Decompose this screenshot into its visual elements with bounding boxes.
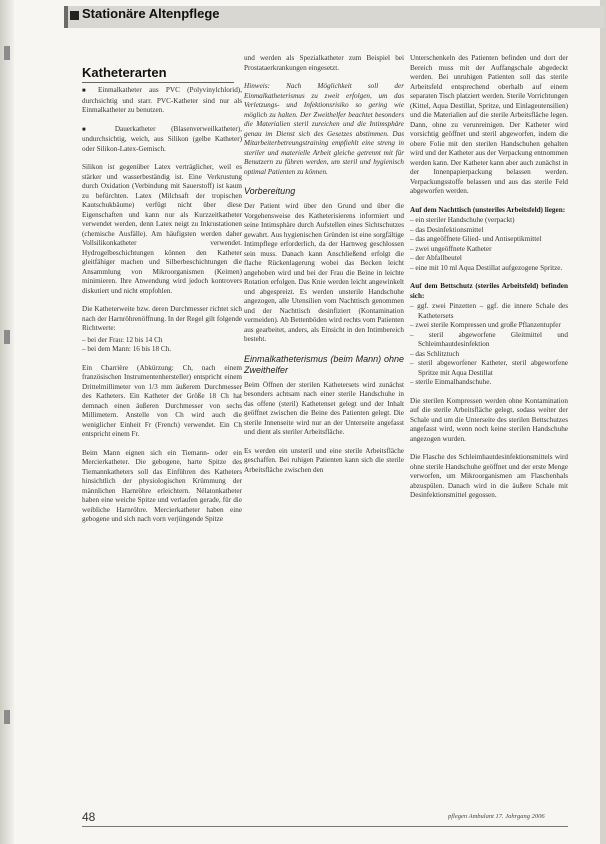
text-column-3 <box>410 54 568 510</box>
paragraph: ■ Dauerkatheter (Blasenverweilkatheter), undurchsichtig, weich, aus Silikon (gelbe Katheter) oder Silikon-Latex-Gemisch. <box>82 125 242 155</box>
list-item: – das angeöffnete Glied- und Antiseptikmittel <box>410 235 542 243</box>
list-item: – ein steriler Handschuhe (verpackt) <box>410 216 515 224</box>
paragraph: und werden als Spezialkatheter zum Beispiel bei Prostataerkrankungen eingesetzt. <box>244 54 404 72</box>
list-item: – ggf. zwei Pinzetten – ggf. die innere Schale des Kathetersets <box>410 302 568 320</box>
list-item: – steril abgeworfener Katheter, steril abgeworfene Spritze mit Aqua Destillat <box>410 359 568 377</box>
binding-mark <box>4 330 10 344</box>
list-heading: Auf dem Bettschutz (steriles Arbeitsfeld) befinden sich: <box>410 282 568 300</box>
paragraph: Es werden ein unsteril und eine sterile Arbeitsfläche geschaffen. Bei ruhigen Patienten kann sich die sterile Arbeitsfläche zwischen den <box>244 446 404 474</box>
publication-footer: pflegen Ambulant 17. Jahrgang 2006 <box>448 813 545 820</box>
list-item: – eine mit 10 ml Aqua Destillat aufgezogene Spritze. <box>410 263 563 272</box>
article-title: Katheterarten <box>82 65 167 80</box>
paragraph: Ein Charrière (Abkürzung: Ch, nach einem französischen Instrumentenhersteller) entspricht einem Drittelmillimeter von 1/3 mm äußerem Durchmesser des Katheters. Ein Katheter der Größe 18 Ch hat demnach einen äußeren Durchmesser von sechs Millimetern. Anstelle von Ch wird auch die weniglicher Einheit Fr (French) verwendet. Ein Ch entspricht einem Fr. <box>82 363 242 438</box>
paragraph: Silikon ist gegenüber Latex verträglicher, weil es stärker und wasserbeständig ist. Eine Verkrustung durch Oxidation (Verbindung mit Sauerstoff) ist kaum zu befürchten. Latex (Milchsaft der tropischen Kautschukbäume) verfügt nicht über diese Eigenschaften und kann nur als Kurzzeitkatheter verwendet werden, denn Latex neigt zu Inkrustationen (chemische Ausfälle). Am häufigsten werden daher Vollsilikonkatheter verwendet. Hydrogelbeschichtungen können den Katheter gleitfähiger machen und Silberbeschichtungen die Ansammlung von Mikroorganismen (Keimen) minimieren. Ihre Anwendung wird jedoch kontrovers diskutiert und nicht empfohlen. <box>82 163 242 295</box>
footer-rule <box>82 826 568 827</box>
list-item: – sterile Einmalhandschuhe. <box>410 378 492 386</box>
paragraph: Der Patient wird über den Grund und über die Vorgehensweise des Katheterisierens informiert und seine Intimsphäre durch Aufstellen eines Sichtschutzes gewahrt. Aus hygienischen Gründen ist eine sorgfältige Intimpflege erforderlich, da der Harnweg geschlossen sein muss. Danach kann Anschließend erfolgt die flache Rückenlagerung wobei das Becken leicht angehoben wird und bei der Frau die Beine in leichte Rotation erfolgen. Das Knie werden leicht angewinkelt und abgespreizt. Es werden unsterile Handschuhe angezogen, alle Utensilien vom Nachttisch genommen und der Nachttisch desinfiziert (Kontamination vermeiden). Ab Bettenböden wird rechts vom Patienten aus gearbeitet, anders, als Einsicht in den Intimbereich besteht. <box>244 202 404 343</box>
list-item: – steril abgeworfene Gleitmittel und Schleimhautdesinfektion <box>410 330 568 348</box>
list-item: – das Schlitztuch <box>410 349 460 358</box>
list-item: – bei dem Mann: 16 bis 18 Ch. <box>82 345 172 353</box>
paragraph: ■ Einmalkatheter aus PVC (Polyvinylchlorid), durchsichtig und starr. PVC-Katheter sind nur als Einmalkatheter zu benutzen. <box>82 86 242 116</box>
paragraph: Beim Mann eignen sich ein Tiemann- oder ein Mercierkatheter. Die gebogene, harte Spitze des Tiemannkatheters soll das Einführen des Katheters hinsichtlich der physiologischen Krümmung der männlichen Harnröhre erleichtern. Nélatonkatheter haben eine weiche Spitze und verlaufen gerade, für die weibliche Harnröhre. Mercierkatheter haben eine gebogene und sich nach vorn verjüngende Spitze <box>82 448 242 523</box>
list-item: – zwei sterile Kompressen und große Pflanzentupfer <box>410 321 561 329</box>
paragraph: Die Katheterweite bzw. deren Durchmesser richtet sich nach der Harnröhrenöffnung. In der Regel gilt folgende Richtwerte: <box>82 305 242 332</box>
paragraph: Unterschenkeln des Patienten befinden und dort der Bereich muss mit der Auffangschale abgedeckt werden. Bei unruhigen Patienten soll das sterile Arbeitsfeld entsprechend oberhalb auf einem separaten Tisch platziert werden. Sterile Vorrichtungen (Kittel, Aqua Destillat, Spritze, und Einlageutensilien) und die Materialien auf die sterile Arbeitsfläche legen. Dann, ohne zu verunreinigen. Der Katheter wird vorsichtig geöffnet und steril abgeworfen, indem die obere Folie mit den sterilen Handschuhen gehalten wird und der Katheter aus der Verpackung entnommen werden kann. Der Katheter kann aber auch zunächst in der Innenpapierpackung belassen werden. Verpackungsstoffe belassen und aus das sterile Feld abgeworfen werden. <box>410 54 568 195</box>
paragraph: Die sterilen Kompressen werden ohne Kontamination auf die sterile Arbeitsfläche gelegt, sodass weiter der Schale und um die Unterseite des sterilen Bettschutzes angefasst wird, wenn noch keine sterilen Handschuhe angezogen wurden. <box>410 396 568 443</box>
subheading: Vorbereitung <box>244 186 296 196</box>
page-right-edge <box>600 0 606 844</box>
paragraph: Die Flasche des Schleimhautdesinfektionsmittels wird ohne sterile Handschuhe geöffnet und der erste Menge verworfen, um Mikroorganismen am Flaschenhals abzuspülen. Danach wird in die äußere Schale mit Desinfektionsmittel gegossen. <box>410 453 568 499</box>
section-header-title: Stationäre Altenpflege <box>82 6 220 21</box>
hint-paragraph: Hinweis: Nach Möglichkeit soll der Einmalkatheterismus zu zweit erfolgen, um das Verletzungs- und Infektionsrisiko so gering wie möglich zu halten. Der Zweithelfer beachtet besonders die Materialien steril zureichen und die Intimsphäre genau im Dienst sich des Gesetzes abstimmen. Das Mitarbeiterbetreungstraining empfiehlt eine streng in steriler und materielle Arbeit gleiche getrennt mit für Benutzern zu führen werden, um steril und hygienisch optimal Patienten zu können. <box>244 82 404 176</box>
header-square-icon <box>70 11 79 20</box>
text-column-2 <box>244 54 404 484</box>
list-heading: Auf dem Nachttisch (unsteriles Arbeitsfeld) liegen: <box>410 205 566 214</box>
binding-mark <box>4 46 10 60</box>
text-column-1 <box>82 86 242 534</box>
binding-mark <box>4 710 10 724</box>
list-item: – bei der Frau: 12 bis 14 Ch <box>82 335 163 344</box>
page-binding-edge <box>0 0 14 844</box>
page-number: 48 <box>82 810 96 824</box>
list-item: – zwei ungeöffnete Katheter <box>410 244 492 253</box>
subheading: Einmalkatheterismus (beim Mann) ohne Zweithelfer <box>244 353 404 375</box>
list-item: – der Abfallbeutel <box>410 254 462 262</box>
list-item: – das Desinfektionsmittel <box>410 225 484 234</box>
title-underline <box>82 82 234 83</box>
paragraph: Beim Öffnen der sterilen Kathetersets wird zunächst besonders achtsam nach einer sterile Handschuhe in das offene (steril) Kathetenset gelegt und der Inhalt geöffnet zwischen die Beine des Patienten gelegt. Die sterile Innenseite wird nur an der Unterseite angefasst und dient als steriler Arbeitsfläche. <box>244 380 404 436</box>
